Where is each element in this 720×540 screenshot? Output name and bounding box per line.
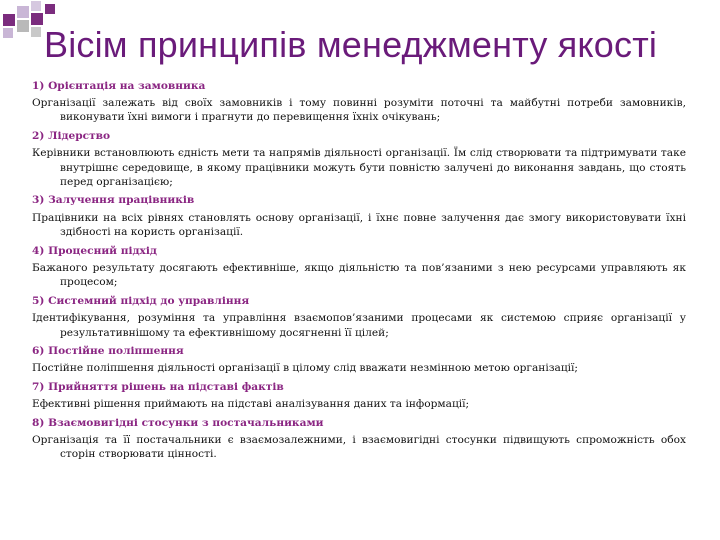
principle-item (32, 416, 686, 462)
principle-item (32, 294, 686, 340)
deco-square-purple (3, 14, 15, 26)
principle-text: Ефективні рішення приймають на підставі аналізування даних та інформації; (32, 398, 470, 411)
principle-heading: 1) Орієнтація на замовника (32, 79, 206, 92)
principle-text: Організація та її постачальники є взаємозалежними, і взаємовигідні стосунки підвищують спроможність обох сторін створювати цінності. (32, 434, 686, 461)
principle-item (32, 344, 686, 376)
principle-text: Постійне поліпшення діяльності організації в цілому слід вважати незмінною метою організації; (32, 362, 578, 375)
principle-heading: 4) Процесний підхід (32, 244, 157, 257)
principle-item (32, 193, 686, 239)
principle-item (32, 129, 686, 190)
principle-heading: 3) Залучення працівників (32, 194, 195, 207)
slide-title: Вісім принципів менеджменту якості (44, 24, 658, 65)
principle-heading: 2) Лідерство (32, 129, 111, 142)
deco-square-gray (31, 27, 41, 37)
deco-square-light (3, 28, 13, 38)
deco-square-gray (17, 20, 29, 32)
deco-square-purple (31, 13, 43, 25)
deco-square-light (17, 6, 29, 18)
principle-heading: 6) Постійне поліпшення (32, 345, 184, 357)
principle-item (32, 380, 686, 412)
principle-text: Організації залежать від своїх замовників і тому повинні розуміти поточні та майбутні потреби замовників, виконувати їхні вимоги і прагнути до перевищення їхніх очікувань; (32, 96, 686, 124)
principle-item (32, 79, 686, 125)
deco-square-purple (45, 4, 55, 14)
principle-heading: 8) Взаємовигідні стосунки з постачальниками (32, 416, 324, 429)
principle-item (32, 244, 686, 290)
principle-heading: 7) Прийняття рішень на підставі фактів (32, 380, 284, 393)
principle-text: Ідентифікування, розуміння та управління взаємопов’язаними процесами як системою сприяє організації у результативнішому та ефективнішому досягненні її цілей; (32, 312, 686, 339)
deco-square-light (31, 1, 41, 11)
principle-text: Працівники на всіх рівнях становлять основу організації, і їхнє повне залучення дає змогу використовувати їхні здібності на користь організації. (32, 211, 686, 239)
principle-text: Бажаного результату досягають ефективніше, якщо діяльністю та пов’язаними з нею ресурсами управляють як процесом; (32, 261, 686, 289)
principle-heading: 5) Системний підхід до управління (32, 294, 250, 307)
principle-text: Керівники встановлюють єдність мети та напрямів діяльності організації. Їм слід створювати та підтримувати таке внутрішнє середовище, в якому працівники можуть бути повністю залучені до виконання завдань, що стоять перед організацією; (32, 147, 686, 188)
principles-list (32, 77, 686, 466)
